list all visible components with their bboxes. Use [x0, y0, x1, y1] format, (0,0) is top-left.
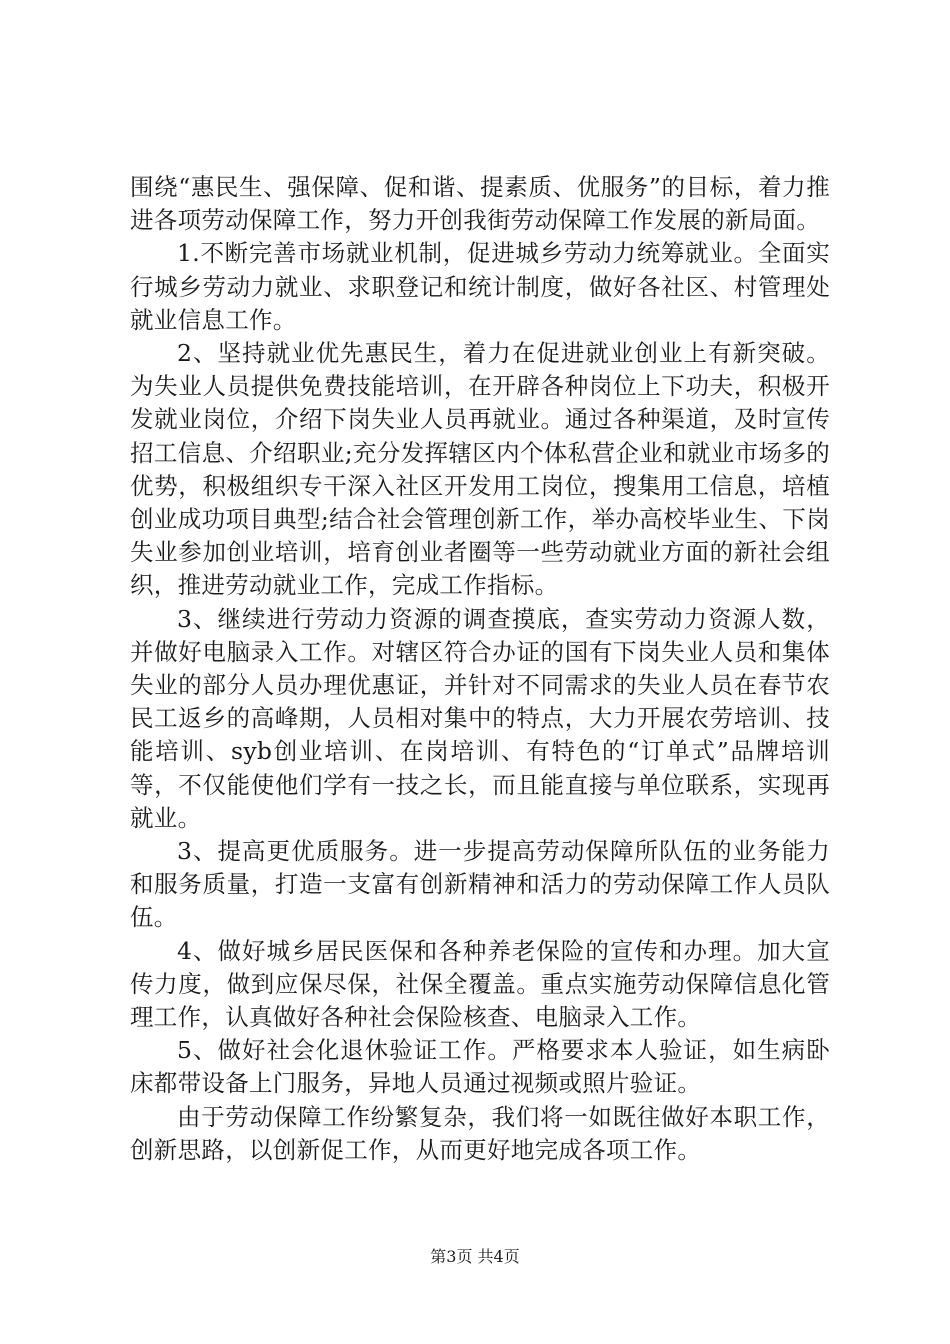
paragraph-intro: 围绕“惠民生、强保障、促和谐、提素质、优服务”的目标，着力推进各项劳动保障工作，努力开创我街劳动保障工作发展的新局面。: [130, 173, 830, 235]
paragraph-item-3a: 3、继续进行劳动力资源的调查摸底，查实劳动力资源人数，并做好电脑录入工作。对辖区符合办证的国有下岗失业人员和集体失业的部分人员办理优惠证，并针对不同需求的失业人员在春节农民工返乡的高峰期，人员相对集中的特点，大力开展农劳培训、技能培训、syb创业培训、在岗培训、有特色的“订单式”品牌培训等，不仅能使他们学有一技之长，而且能直接与单位联系，实现再就业。: [130, 604, 830, 832]
page-footer: 第3页 共4页: [430, 1247, 520, 1266]
paragraph-item-5: 5、做好社会化退休验证工作。严格要求本人验证，如生病卧床都带设备上门服务，异地人员通过视频或照片验证。: [130, 1036, 830, 1098]
document-body: [130, 171, 830, 1167]
paragraph-item-1: 1.不断完善市场就业机制，促进城乡劳动力统筹就业。全面实行城乡劳动力就业、求职登记和统计制度，做好各社区、村管理处就业信息工作。: [130, 239, 830, 334]
paragraph-item-2: 2、坚持就业优先惠民生，着力在促进就业创业上有新突破。为失业人员提供免费技能培训，在开辟各种岗位上下功夫，积极开发就业岗位，介绍下岗失业人员再就业。通过各种渠道，及时宣传招工信息、介绍职业;充分发挥辖区内个体私营企业和就业市场多的优势，积极组织专干深入社区开发用工岗位，搜集用工信息，培植创业成功项目典型;结合社会管理创新工作，举办高校毕业生、下岗失业参加创业培训，培育创业者圈等一些劳动就业方面的新社会组织，推进劳动就业工作，完成工作指标。: [130, 339, 830, 600]
paragraph-item-4: 4、做好城乡居民医保和各种养老保险的宣传和办理。加大宣传力度，做到应保尽保，社保全覆盖。重点实施劳动保障信息化管理工作，认真做好各种社会保险核查、电脑录入工作。: [130, 936, 830, 1032]
paragraph-closing: 由于劳动保障工作纷繁复杂，我们将一如既往做好本职工作，创新思路，以创新促工作，从而更好地完成各项工作。: [130, 1102, 830, 1164]
paragraph-item-3b: 3、提高更优质服务。进一步提高劳动保障所队伍的业务能力和服务质量，打造一支富有创新精神和活力的劳动保障工作人员队伍。: [130, 837, 830, 932]
